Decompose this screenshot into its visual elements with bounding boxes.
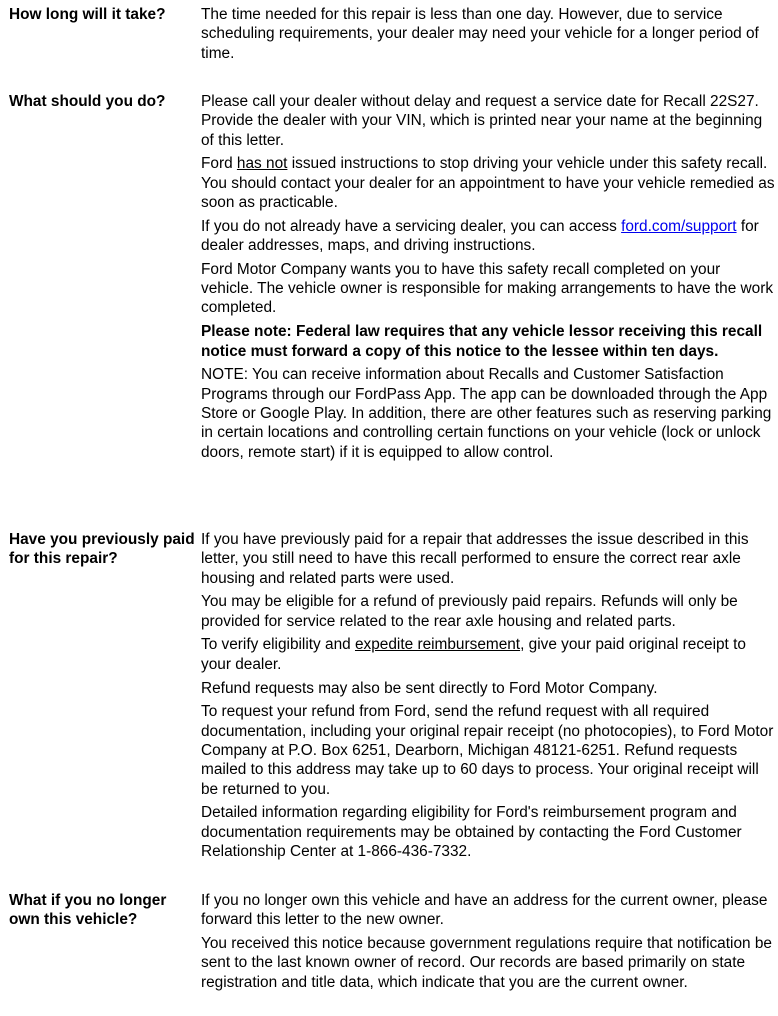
federal-law-note: Please note: Federal law requires that any vehicle lessor receiving this recall notice must forward a copy of this notice to the lessee within ten days. [201, 323, 763, 360]
answer-paragraph: Detailed information regarding eligibility for Ford's reimbursement program and documentation requirements may be obtained by contacting the Ford Customer Relationship Center at 1-866-436-7332. [201, 804, 742, 860]
text-segment: If you do not already have a servicing dealer, you can access [201, 217, 622, 235]
question-heading: Have you previously paid for this repair? [9, 531, 195, 568]
text-segment: , give your paid original receipt to your dealer. [201, 636, 746, 673]
answer-paragraph: Please call your dealer without delay and request a service date for Recall 22S27. Provide the dealer with your VIN, which is printed near your name at the beginning of this letter. [201, 93, 763, 149]
answer-paragraph: You may be eligible for a refund of previously paid repairs. Refunds will only be provided for service related to the rear axle housing and related parts. [201, 593, 738, 630]
answer-paragraph [201, 635, 775, 674]
answer-paragraph: The time needed for this repair is less than one day. However, due to service scheduling requirements, your dealer may need your vehicle for a longer period of time. [201, 6, 759, 62]
text-segment: for dealer addresses, maps, and driving instructions. [201, 217, 759, 255]
question-heading: How long will it take? [9, 6, 166, 23]
answer-body [201, 5, 775, 67]
answer-paragraph [201, 217, 775, 256]
answer-paragraph: Refund requests may also be sent directly to Ford Motor Company. [201, 679, 658, 697]
answer-paragraph: Ford Motor Company wants you to have this safety recall completed on your vehicle. The vehicle owner is responsible for making arrangements to have the work completed. [201, 260, 774, 317]
fordpass-note: NOTE: You can receive information about Recalls and Customer Satisfaction Programs through our FordPass App. The app can be downloaded through the App Store or Google Play. In addition, there are other features such as reserving parking in certain locations and controlling certain functions on your vehicle (lock or unlock doors, remote start) if it is equipped to allow control. [201, 366, 772, 461]
answer-body [201, 530, 775, 866]
text-segment: To verify eligibility and [201, 636, 355, 654]
question-heading: What should you do? [9, 93, 166, 110]
underlined-text: expedite reimbursement [354, 636, 521, 654]
answer-body [201, 891, 775, 996]
answer-paragraph: To request your refund from Ford, send the refund request with all required documentation, including your original repair receipt (no photocopies), to Ford Motor Company at P.O. Box 6251, Dearborn, Michigan 48121-6251. Refund requests mailed to this address may take up to 60 days to process. Your original receipt will be returned to you. [201, 703, 774, 798]
answer-paragraph: If you no longer own this vehicle and have an address for the current owner, please forward this letter to the new owner. [201, 892, 768, 929]
ford-support-link[interactable]: ford.com/support [621, 217, 737, 235]
answer-paragraph: You received this notice because government regulations require that notification be sent to the last known owner of record. Our records are based primarily on state registration and title data, which indicate that you are the current owner. [201, 935, 772, 991]
question-heading: What if you no longer own this vehicle? [9, 892, 167, 929]
answer-paragraph [201, 154, 775, 212]
underlined-text: has not [236, 155, 288, 173]
answer-body [201, 92, 775, 466]
text-segment: issued instructions to stop driving your vehicle under this safety recall. You should contact your dealer for an appointment to have your vehicle remedied as soon as practicable. [201, 155, 775, 211]
answer-paragraph: If you have previously paid for a repair that addresses the issue described in this letter, you still need to have this recall performed to ensure the correct rear axle housing and related parts were used. [201, 531, 749, 587]
text-segment: Ford [201, 155, 237, 173]
